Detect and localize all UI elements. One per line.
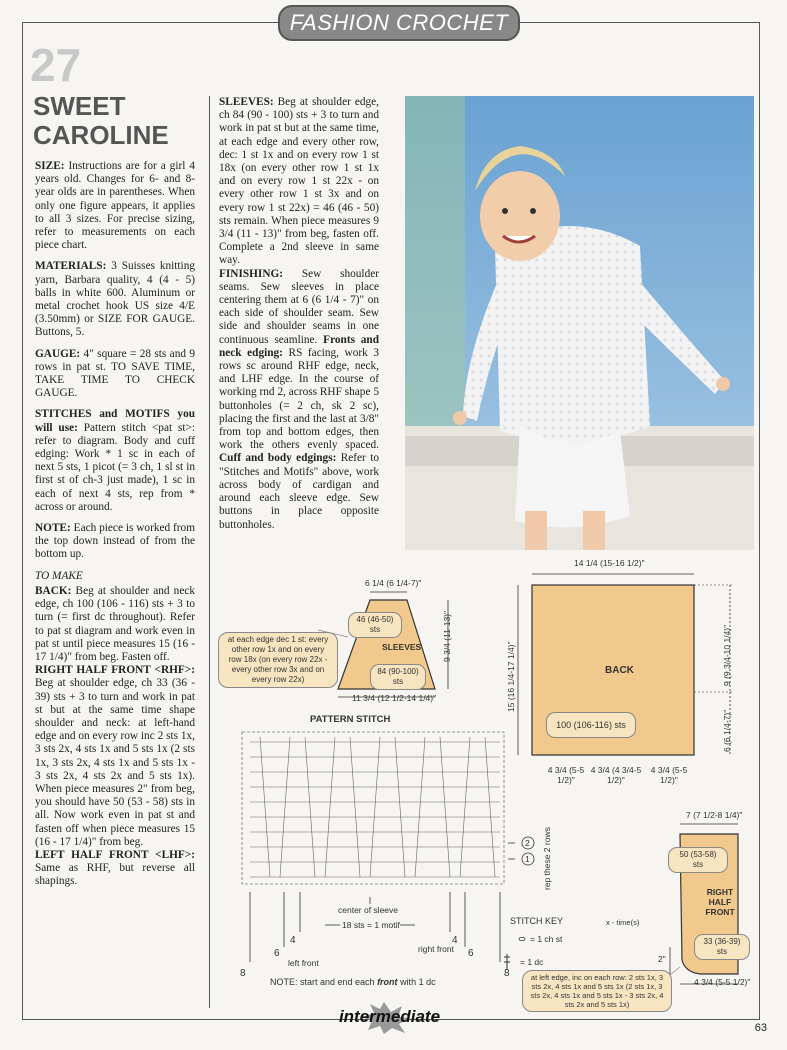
sleeve-top-sts: 46 (46-50) sts (348, 612, 402, 638)
gauge-paragraph (35, 348, 195, 401)
left-num-8: 8 (240, 968, 246, 979)
back-upper-measure: 9 (9 3/4-10 1/4)" (722, 624, 732, 686)
sleeves-label: SLEEVES: (219, 96, 274, 108)
sleeves-paragraph (219, 96, 379, 268)
rep-rows-label: rep these 2 rows (542, 827, 552, 890)
row-2-marker: 2 (525, 838, 530, 848)
rhf-paragraph (35, 664, 195, 849)
cuff-label: Cuff and body edgings: (219, 452, 337, 465)
left-num-4: 4 (290, 935, 296, 946)
front-note-emphasis: front (377, 977, 398, 987)
back-seg-2: 4 3/4 (4 3/4-5 1/2)" (590, 765, 642, 785)
left-num-6: 6 (274, 948, 280, 959)
sleeves-text: Beg at shoulder edge, ch 84 (90 - 100) sts + 3 to turn and work in pat st but at the same time, at each edge and every other row, dec: 1 st 1x and on every row 1 st 18x (on every other row 1 st 1x and on every row 1 st 22x - on every other row 1 st 3x and on every row 1 st 22x) = 46 (46 - 50) sts remain. When piece measures 9 3/4 (11 - 13)" from beg, fasten off. Complete a 2nd sleeve in same way. (219, 96, 379, 267)
rhf-text: Beg at shoulder edge, ch 33 (36 - 39) sts + 3 to turn and work in pat st but at the same time shape shoulder and neck: at left-hand edge and on every row inc 2 sts 1x, 3 sts 2x, 4 sts 1x and 5 sts 1x (2 sts 1x, 3 sts 2x, 4 sts 1x and 5 sts 1x - 3 sts 2x, 4 sts 2x and 5 sts 1x). When piece measures 2" from beg, you should have 50 (53 - 58) sts in all. Now work even in pat st and fasten off when piece measures 15 (16 - 17 1/4)" from beg. (35, 677, 195, 848)
sleeve-height: 9 3/4 (11-13)" (442, 610, 452, 662)
size-text: Instructions are for a girl 4 years old. Changes for 6- and 8-year olds are in parentheses. When only one figure appears, it applies to all 3 sizes. For precise sizing, refer to measurements on each piece chart. (35, 160, 195, 252)
pattern-number: 27 (30, 39, 82, 91)
back-height: 15 (16 1/4-17 1/4)" (506, 641, 516, 712)
section-header (278, 5, 520, 41)
section-title: FASHION CROCHET (289, 10, 509, 35)
rhf-top-measure: 7 (7 1/2-8 1/4)" (686, 810, 743, 820)
rhf-top-sts: 50 (53-58) sts (668, 847, 728, 873)
materials-label: MATERIALS: (35, 260, 107, 273)
gauge-label: GAUGE: (35, 347, 81, 360)
right-num-8: 8 (504, 968, 510, 979)
motif-label: 18 sts = 1 motif (342, 920, 400, 930)
times-key: x - time(s) (606, 918, 640, 927)
back-seg-3: 4 3/4 (5-5 1/2)" (650, 765, 688, 785)
materials-paragraph (35, 260, 195, 339)
finishing-text: Sew shoulder seams. Sew sleeves in place centering them at 6 (6 1/4 - 7)" on each side of shoulder seam. Sew side and shoulder seams in one continuous seamline. (219, 267, 379, 346)
rhf-2in: 2" (658, 954, 666, 964)
stitches-paragraph (35, 408, 195, 514)
lhf-label: LEFT HALF FRONT <LHF>: (35, 848, 195, 861)
stitch-key-title: STITCH KEY (510, 916, 564, 926)
size-paragraph (35, 160, 195, 252)
back-sts: 100 (106-116) sts (546, 712, 636, 738)
rhf-bottom-measure: 4 3/4 (5-5 1/2)" (694, 977, 751, 987)
back-paragraph (35, 585, 195, 664)
right-num-4: 4 (452, 935, 458, 946)
stitches-label: STITCHES and MOTIFS you will use: (35, 408, 195, 434)
note-text: Each piece is worked from the top down instead of from the bottom up. (35, 522, 195, 561)
front-note-suffix: with 1 dc (397, 977, 436, 987)
instructions-column-1 (35, 160, 195, 889)
rhf-inc-note: at left edge, inc on each row: 2 sts 1x, 3 sts 2x, 4 sts 1x and 5 sts 1x (2 sts 1x, 3 sts 2x, 4 sts 1x and 5 sts 1x - 3 sts 2x, 4 sts 2x and 5 sts 1x) (522, 970, 672, 1012)
front-note (270, 977, 436, 987)
instructions-column-2 (219, 96, 379, 532)
to-make-text: TO MAKE (35, 569, 83, 582)
title-line-2: CAROLINE (33, 120, 169, 150)
rhf-bottom-sts: 33 (36-39) sts (694, 934, 750, 960)
girl-in-crochet-cardigan-photo (405, 96, 754, 550)
difficulty-badge (322, 1000, 457, 1034)
sleeve-top-measure: 6 1/4 (6 1/4-7)" (365, 578, 422, 588)
gauge-text: 4" square = 28 sts and 9 rows in pat st. TO SAVE TIME, TAKE TIME TO CHECK GAUGE. (35, 347, 195, 400)
left-front-label: left front (288, 958, 319, 968)
back-text: Beg at shoulder and neck edge, ch 100 (106 - 116) sts + 3 to turn (= first dc throughout). Refer to pat st diagram and work even in pat st until piece measures 15 (16 - 17 1/4)" from beg. Fasten off. (35, 584, 195, 663)
diagrams-section (210, 552, 755, 1012)
back-width: 14 1/4 (15-16 1/2)" (574, 558, 645, 568)
back-title: BACK (605, 665, 634, 676)
note-label: NOTE: (35, 522, 71, 535)
sleeve-cast-sts: 84 (90-100) sts (370, 664, 426, 690)
finishing-label: FINISHING: (219, 267, 284, 280)
to-make-heading (35, 570, 195, 583)
rhf-label: RIGHT HALF FRONT <RHF>: (35, 664, 195, 677)
stitches-text: Pattern stitch <pat st>: refer to diagram. Body and cuff edging: Work * 1 sc in each of next 5 sts, 1 picot (= 3 ch, 1 sl st in first st of ch-3 just made), 1 sc in each of next 4 sts, rep from * across or around. (35, 421, 195, 513)
sleeve-title: SLEEVES (382, 642, 422, 652)
lhf-text: Same as RHF, but reverse all shapings. (35, 862, 195, 888)
title-line-1: SWEET (33, 91, 126, 121)
back-seg-1: 4 3/4 (5-5 1/2)" (547, 765, 585, 785)
rhf-title: RIGHT HALF FRONT (705, 887, 735, 917)
right-front-label: right front (418, 944, 454, 954)
front-note-prefix: NOTE: start and end each (270, 977, 378, 987)
back-label: BACK: (35, 584, 72, 597)
ch-key: = 1 ch st (530, 934, 563, 944)
stitch-chart (250, 737, 500, 877)
materials-text: 3 Suisses knitting yarn, Barbara quality, 4 (4 - 5) balls in white 600. Aluminum or metal crochet hook US size 4/E (3.50mm) or SIZE FOR GAUGE. Buttons, 5. (35, 260, 195, 339)
finishing-paragraph (219, 268, 379, 532)
sleeve-bottom-measure: 11 3/4 (12 1/2-14 1/4)" (352, 693, 437, 703)
pattern-stitch-title: PATTERN STITCH (310, 714, 391, 725)
cuff-text: Refer to "Stitches and Motifs" above, work across body of cardigan and around each sleeve edge. Sew buttons in place opposite buttonholes. (219, 452, 379, 531)
dc-key: = 1 dc (520, 957, 544, 967)
page-number: 63 (754, 1022, 767, 1034)
right-num-6: 6 (468, 948, 474, 959)
center-of-sleeve-label: center of sleeve (338, 905, 399, 915)
sleeve-dec-note: at each edge dec 1 st: every other row 1x and on every row 18x (on every row 22x - every other row 3x and on every row 22x) (218, 632, 338, 688)
pattern-title (33, 92, 208, 150)
fronts-text: RS facing, work 3 rows sc around RHF edge, neck, and LHF edge. In the course of working rnd 2, across RHF shape 5 buttonholes (= 2 ch, sk 2 sc), placing the first and the last at 3/8" from top and bottom edges, then work the others evenly spaced. (219, 346, 379, 452)
lhf-paragraph (35, 849, 195, 889)
difficulty-label: intermediate (338, 1007, 441, 1026)
fronts-label: Fronts and neck edging: (219, 333, 379, 359)
row-1-marker: 1 (525, 854, 530, 864)
back-lower-measure: 6 (6 1/4-7)" (722, 709, 732, 752)
note-paragraph (35, 522, 195, 562)
size-label: SIZE: (35, 160, 65, 172)
